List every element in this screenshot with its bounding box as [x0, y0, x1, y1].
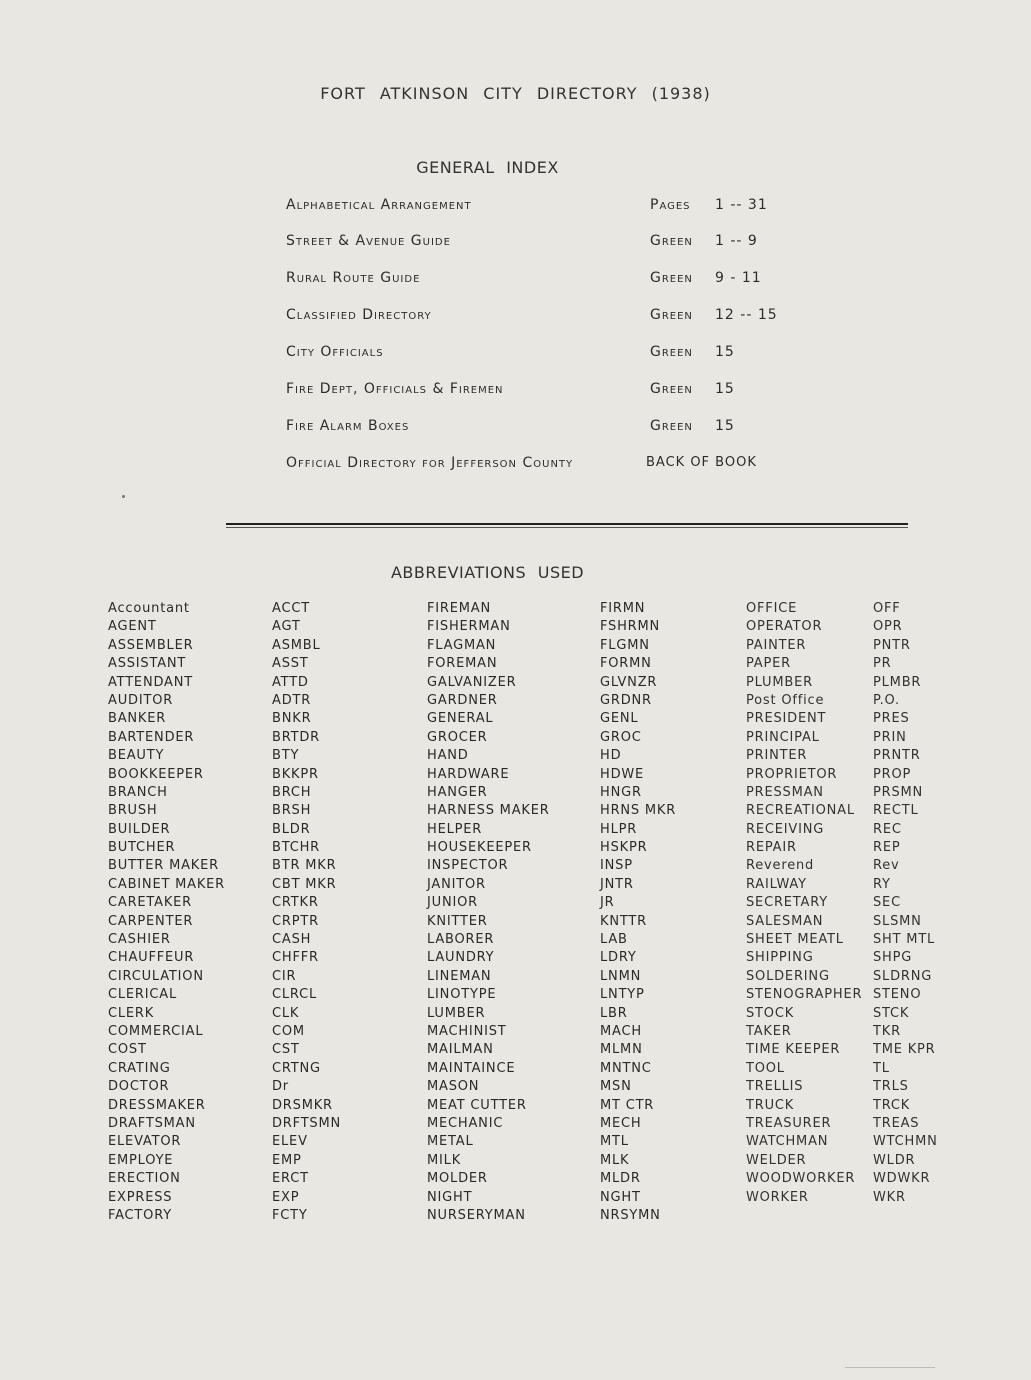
index-entry	[286, 344, 826, 368]
abbreviation-word: CARPENTER	[108, 913, 194, 929]
abbreviation-word: CHAUFFEUR	[108, 950, 195, 966]
abbreviation-word: CLERK	[108, 1005, 155, 1021]
abbreviation-word: WELDER	[746, 1152, 807, 1168]
abbreviations-heading: ABBREVIATIONS USED	[390, 563, 585, 582]
abbreviation-word: RAILWAY	[746, 876, 807, 892]
index-entry-label: Official Directory for Jefferson County	[286, 455, 574, 471]
paper-speck	[122, 495, 125, 498]
abbreviation-word: CASHIER	[108, 932, 171, 948]
index-entry-label: Alphabetical Arrangement	[286, 197, 472, 213]
abbreviation-word: PRESIDENT	[746, 711, 827, 727]
abbreviation-code: TME KPR	[873, 1042, 936, 1058]
abbreviation-code: NRSYMN	[600, 1207, 661, 1223]
abbreviation-word: GROCER	[427, 729, 488, 745]
abbreviation-code: LNTYP	[600, 987, 645, 1003]
abbreviation-code: RY	[873, 876, 891, 892]
abbreviation-code: FSHRMN	[600, 619, 661, 635]
abbreviation-code: CASH	[272, 932, 312, 948]
abbreviation-word: MEAT CUTTER	[427, 1097, 527, 1113]
abbreviation-code: CRPTR	[272, 913, 319, 929]
abbreviation-code: TL	[873, 1060, 890, 1076]
abbreviation-code: DRFTSMN	[272, 1115, 342, 1131]
abbreviation-word: DOCTOR	[108, 1079, 170, 1095]
abbreviation-code: MTL	[600, 1134, 629, 1150]
abbreviation-word: DRESSMAKER	[108, 1097, 206, 1113]
abbreviation-codes-column-2	[600, 600, 676, 1225]
abbreviation-word: ASSISTANT	[108, 656, 187, 672]
abbreviation-code: PNTR	[873, 637, 911, 653]
abbreviation-code: ERCT	[272, 1171, 309, 1187]
abbreviation-word: ASSEMBLER	[108, 637, 194, 653]
abbreviation-word: OPERATOR	[746, 619, 823, 635]
abbreviation-word: TAKER	[746, 1023, 792, 1039]
abbreviation-word: ELEVATOR	[108, 1134, 182, 1150]
section-divider-thin	[226, 527, 908, 528]
abbreviation-code: FIRMN	[600, 601, 646, 616]
abbreviation-code: TREAS	[873, 1115, 920, 1131]
abbreviation-word: RECEIVING	[746, 821, 825, 837]
abbreviation-code: PLMBR	[873, 674, 922, 690]
abbreviation-word: COST	[108, 1042, 147, 1058]
abbreviation-word: TREASURER	[746, 1115, 832, 1131]
abbreviation-word: BARTENDER	[108, 729, 195, 745]
abbreviation-word: BRUSH	[108, 803, 158, 819]
abbreviation-word: PAPER	[746, 656, 791, 672]
abbreviation-code: JNTR	[600, 876, 634, 892]
abbreviation-code: SHPG	[873, 950, 913, 966]
abbreviation-code: HRNS MKR	[600, 803, 677, 819]
abbreviation-code: FORMN	[600, 656, 652, 672]
abbreviation-word: BUTTER MAKER	[108, 858, 219, 874]
index-entry-label: Rural Route Guide	[286, 270, 421, 286]
abbreviation-word: NIGHT	[427, 1189, 473, 1205]
abbreviation-code: WTCHMN	[873, 1134, 938, 1150]
abbreviation-word: SECRETARY	[746, 895, 828, 911]
abbreviation-code: INSP	[600, 858, 633, 874]
abbreviation-word: OFFICE	[746, 601, 798, 616]
abbreviation-code: CBT MKR	[272, 876, 337, 892]
abbreviation-word: FISHERMAN	[427, 619, 511, 635]
index-entry	[286, 270, 826, 294]
abbreviation-codes-column-3	[873, 600, 938, 1207]
abbreviation-code: AGT	[272, 619, 301, 635]
abbreviation-word: PLUMBER	[746, 674, 813, 690]
abbreviation-code: ATTD	[272, 674, 309, 690]
abbreviation-word: ATTENDANT	[108, 674, 194, 690]
abbreviation-word: EMPLOYE	[108, 1152, 174, 1168]
abbreviation-code: HD	[600, 748, 622, 764]
abbreviation-code: PRIN	[873, 729, 907, 745]
general-index-heading: GENERAL INDEX	[416, 158, 559, 177]
abbreviation-word: GARDNER	[427, 692, 498, 708]
abbreviation-code: KNTTR	[600, 913, 647, 929]
abbreviation-code: Rev	[873, 858, 900, 874]
abbreviation-code: DRSMKR	[272, 1097, 333, 1113]
abbreviation-word: BANKER	[108, 711, 167, 727]
abbreviation-code: LNMN	[600, 968, 642, 984]
abbreviation-code: STENO	[873, 987, 922, 1003]
abbreviation-code: TRLS	[873, 1079, 909, 1095]
abbreviation-word: FIREMAN	[427, 601, 491, 616]
abbreviation-code: CHFFR	[272, 950, 319, 966]
abbreviation-code: MLK	[600, 1152, 630, 1168]
abbreviation-code: LBR	[600, 1005, 628, 1021]
abbreviation-code: OFF	[873, 601, 901, 616]
abbreviation-code: BRCH	[272, 784, 312, 800]
abbreviation-code: OPR	[873, 619, 903, 635]
abbreviation-word: BRANCH	[108, 784, 168, 800]
abbreviation-word: HARDWARE	[427, 766, 510, 782]
abbreviation-word: GENERAL	[427, 711, 494, 727]
index-entry-pages: 1 -- 9	[715, 233, 758, 249]
index-entry	[286, 307, 826, 331]
abbreviation-word: COMMERCIAL	[108, 1023, 204, 1039]
index-entry-pages: 12 -- 15	[715, 307, 778, 323]
abbreviation-word: AGENT	[108, 619, 157, 635]
abbreviation-word: FOREMAN	[427, 656, 498, 672]
abbreviation-code: ELEV	[272, 1134, 308, 1150]
abbreviation-word: AUDITOR	[108, 692, 174, 708]
abbreviation-word: MAINTAINCE	[427, 1060, 516, 1076]
abbreviation-word: WOODWORKER	[746, 1171, 856, 1187]
abbreviation-code: SEC	[873, 895, 901, 911]
abbreviation-word: ERECTION	[108, 1171, 181, 1187]
index-entry-location: Green	[650, 418, 693, 434]
abbreviation-word: SHIPPING	[746, 950, 814, 966]
abbreviation-word: BUTCHER	[108, 840, 176, 856]
abbreviation-word: STENOGRAPHER	[746, 987, 863, 1003]
index-entry-pages: 15	[715, 418, 735, 434]
abbreviation-code: FLGMN	[600, 637, 650, 653]
abbreviation-code: EMP	[272, 1152, 302, 1168]
abbreviation-word: MILK	[427, 1152, 462, 1168]
abbreviation-code: BLDR	[272, 821, 311, 837]
abbreviation-code: WDWKR	[873, 1171, 931, 1187]
abbreviation-code: BNKR	[272, 711, 312, 727]
abbreviation-code: LDRY	[600, 950, 637, 966]
page-title: FORT ATKINSON CITY DIRECTORY (1938)	[320, 84, 711, 103]
abbreviation-word: LUMBER	[427, 1005, 486, 1021]
abbreviation-word: STOCK	[746, 1005, 795, 1021]
index-entry-label: City Officials	[286, 344, 384, 360]
abbreviation-word: JANITOR	[427, 876, 486, 892]
abbreviation-code: MLMN	[600, 1042, 643, 1058]
abbreviation-word: LAUNDRY	[427, 950, 495, 966]
abbreviation-code: LAB	[600, 932, 628, 948]
index-entry-label: Fire Alarm Boxes	[286, 418, 410, 434]
abbreviation-word: MASON	[427, 1079, 480, 1095]
abbreviation-code: GENL	[600, 711, 639, 727]
abbreviation-word: Accountant	[108, 601, 190, 616]
index-entry	[286, 418, 826, 442]
abbreviation-word: WATCHMAN	[746, 1134, 829, 1150]
abbreviation-code: SLDRNG	[873, 968, 933, 984]
abbreviation-word: DRAFTSMAN	[108, 1115, 196, 1131]
abbreviation-code: CLK	[272, 1005, 300, 1021]
abbreviation-code: FCTY	[272, 1207, 308, 1223]
abbreviation-code: MACH	[600, 1023, 642, 1039]
abbreviation-code: JR	[600, 895, 615, 911]
abbreviation-code: PRES	[873, 711, 910, 727]
abbreviation-word: NURSERYMAN	[427, 1207, 526, 1223]
index-entry-location: Green	[650, 307, 693, 323]
abbreviation-code: MECH	[600, 1115, 642, 1131]
abbreviation-code: EXP	[272, 1189, 300, 1205]
abbreviation-code: CIR	[272, 968, 297, 984]
abbreviation-code: SLSMN	[873, 913, 922, 929]
abbreviation-code: MSN	[600, 1079, 632, 1095]
abbreviation-words-column-3	[746, 600, 862, 1207]
abbreviation-code: REC	[873, 821, 902, 837]
abbreviation-code: HLPR	[600, 821, 638, 837]
abbreviation-word: BUILDER	[108, 821, 171, 837]
abbreviation-word: Post Office	[746, 692, 825, 708]
abbreviation-word: PRESSMAN	[746, 784, 824, 800]
abbreviation-word: LABORER	[427, 932, 495, 948]
abbreviation-word: TRUCK	[746, 1097, 795, 1113]
abbreviation-word: JUNIOR	[427, 895, 478, 911]
index-entry-pages: 9 - 11	[715, 270, 762, 286]
abbreviation-code: GLVNZR	[600, 674, 658, 690]
abbreviation-code: BTCHR	[272, 840, 320, 856]
abbreviation-code: ASST	[272, 656, 309, 672]
abbreviation-code: PROP	[873, 766, 912, 782]
abbreviation-code: SHT MTL	[873, 932, 936, 948]
abbreviation-code: PRNTR	[873, 748, 921, 764]
abbreviation-code: CRTNG	[272, 1060, 321, 1076]
abbreviation-code: WKR	[873, 1189, 906, 1205]
abbreviation-code: ASMBL	[272, 637, 321, 653]
abbreviation-code: NGHT	[600, 1189, 641, 1205]
abbreviation-word: HARNESS MAKER	[427, 803, 550, 819]
index-entry	[286, 455, 826, 479]
index-entry	[286, 381, 826, 405]
abbreviation-code: STCK	[873, 1005, 910, 1021]
index-entry-location: Pages	[650, 197, 691, 213]
abbreviation-word: BOOKKEEPER	[108, 766, 204, 782]
abbreviation-word: CABINET MAKER	[108, 876, 226, 892]
abbreviation-word: PROPRIETOR	[746, 766, 838, 782]
abbreviation-code: WLDR	[873, 1152, 916, 1168]
abbreviation-code: MT CTR	[600, 1097, 655, 1113]
abbreviation-word: PRINTER	[746, 748, 808, 764]
index-entry-pages: 15	[715, 344, 735, 360]
index-entry-location: Green	[650, 270, 693, 286]
section-divider	[226, 523, 908, 525]
index-entry-pages: 15	[715, 381, 735, 397]
index-entry-label: Street & Avenue Guide	[286, 233, 451, 249]
abbreviation-code: TKR	[873, 1023, 901, 1039]
abbreviation-word: CLERICAL	[108, 987, 178, 1003]
abbreviation-code: RECTL	[873, 803, 919, 819]
abbreviation-code: BTY	[272, 748, 300, 764]
abbreviation-word: EXPRESS	[108, 1189, 173, 1205]
abbreviation-code: HDWE	[600, 766, 645, 782]
index-entry-location: Green	[650, 233, 693, 249]
abbreviation-word: MACHINIST	[427, 1023, 507, 1039]
abbreviation-word: HOUSEKEEPER	[427, 840, 532, 856]
abbreviation-code: BKKPR	[272, 766, 319, 782]
abbreviation-word: PRINCIPAL	[746, 729, 820, 745]
abbreviation-codes-column-1	[272, 600, 341, 1225]
abbreviation-word: TOOL	[746, 1060, 785, 1076]
abbreviation-word: METAL	[427, 1134, 474, 1150]
abbreviation-code: PRSMN	[873, 784, 924, 800]
abbreviation-word: Reverend	[746, 858, 815, 874]
abbreviation-word: SHEET MEATL	[746, 932, 844, 948]
abbreviation-word: GALVANIZER	[427, 674, 517, 690]
index-entry-pages: 1 -- 31	[715, 197, 768, 213]
paper-edge-line	[845, 1367, 935, 1368]
abbreviation-code: BRSH	[272, 803, 312, 819]
abbreviation-word: REPAIR	[746, 840, 797, 856]
abbreviation-word: KNITTER	[427, 913, 488, 929]
abbreviation-code: GRDNR	[600, 692, 652, 708]
abbreviation-code: BRTDR	[272, 729, 320, 745]
abbreviation-word: LINOTYPE	[427, 987, 497, 1003]
abbreviation-word: MECHANIC	[427, 1115, 504, 1131]
abbreviation-word: TIME KEEPER	[746, 1042, 841, 1058]
abbreviation-code: GROC	[600, 729, 642, 745]
abbreviation-code: PR	[873, 656, 892, 672]
abbreviation-code: P.O.	[873, 692, 900, 708]
index-entry-location: Green	[650, 344, 693, 360]
abbreviation-code: TRCK	[873, 1097, 911, 1113]
abbreviation-word: INSPECTOR	[427, 858, 509, 874]
abbreviation-word: LINEMAN	[427, 968, 492, 984]
index-entry-label: Classified Directory	[286, 307, 432, 323]
abbreviation-word: MAILMAN	[427, 1042, 494, 1058]
index-entry-location: Green	[650, 381, 693, 397]
index-entry-label: Fire Dept, Officials & Firemen	[286, 381, 504, 397]
abbreviation-word: HANGER	[427, 784, 488, 800]
abbreviation-word: HELPER	[427, 821, 483, 837]
abbreviation-word: FLAGMAN	[427, 637, 497, 653]
abbreviation-word: SALESMAN	[746, 913, 824, 929]
abbreviation-code: CST	[272, 1042, 300, 1058]
abbreviation-word: WORKER	[746, 1189, 809, 1205]
abbreviation-code: BTR MKR	[272, 858, 337, 874]
abbreviation-code: ACCT	[272, 601, 310, 616]
abbreviation-word: CRATING	[108, 1060, 171, 1076]
abbreviation-word: RECREATIONAL	[746, 803, 855, 819]
abbreviation-code: Dr	[272, 1079, 289, 1095]
abbreviation-code: COM	[272, 1023, 305, 1039]
abbreviation-word: BEAUTY	[108, 748, 165, 764]
index-entry-location: BACK OF BOOK	[646, 455, 757, 470]
abbreviation-words-column-1	[108, 600, 225, 1225]
abbreviation-code: ADTR	[272, 692, 312, 708]
abbreviation-code: MNTNC	[600, 1060, 652, 1076]
abbreviation-word: SOLDERING	[746, 968, 830, 984]
abbreviation-word: PAINTER	[746, 637, 807, 653]
abbreviation-word: TRELLIS	[746, 1079, 804, 1095]
abbreviation-code: HSKPR	[600, 840, 648, 856]
abbreviation-word: FACTORY	[108, 1207, 172, 1223]
abbreviation-code: CLRCL	[272, 987, 318, 1003]
abbreviation-code: MLDR	[600, 1171, 641, 1187]
abbreviation-words-column-2	[427, 600, 550, 1225]
abbreviation-word: HAND	[427, 748, 469, 764]
abbreviation-code: CRTKR	[272, 895, 319, 911]
abbreviation-code: HNGR	[600, 784, 642, 800]
index-entry	[286, 197, 826, 221]
abbreviation-word: MOLDER	[427, 1171, 488, 1187]
abbreviations-table	[0, 600, 1031, 1240]
index-entry	[286, 233, 826, 257]
abbreviation-code: REP	[873, 840, 901, 856]
abbreviation-word: CIRCULATION	[108, 968, 204, 984]
abbreviation-word: CARETAKER	[108, 895, 193, 911]
